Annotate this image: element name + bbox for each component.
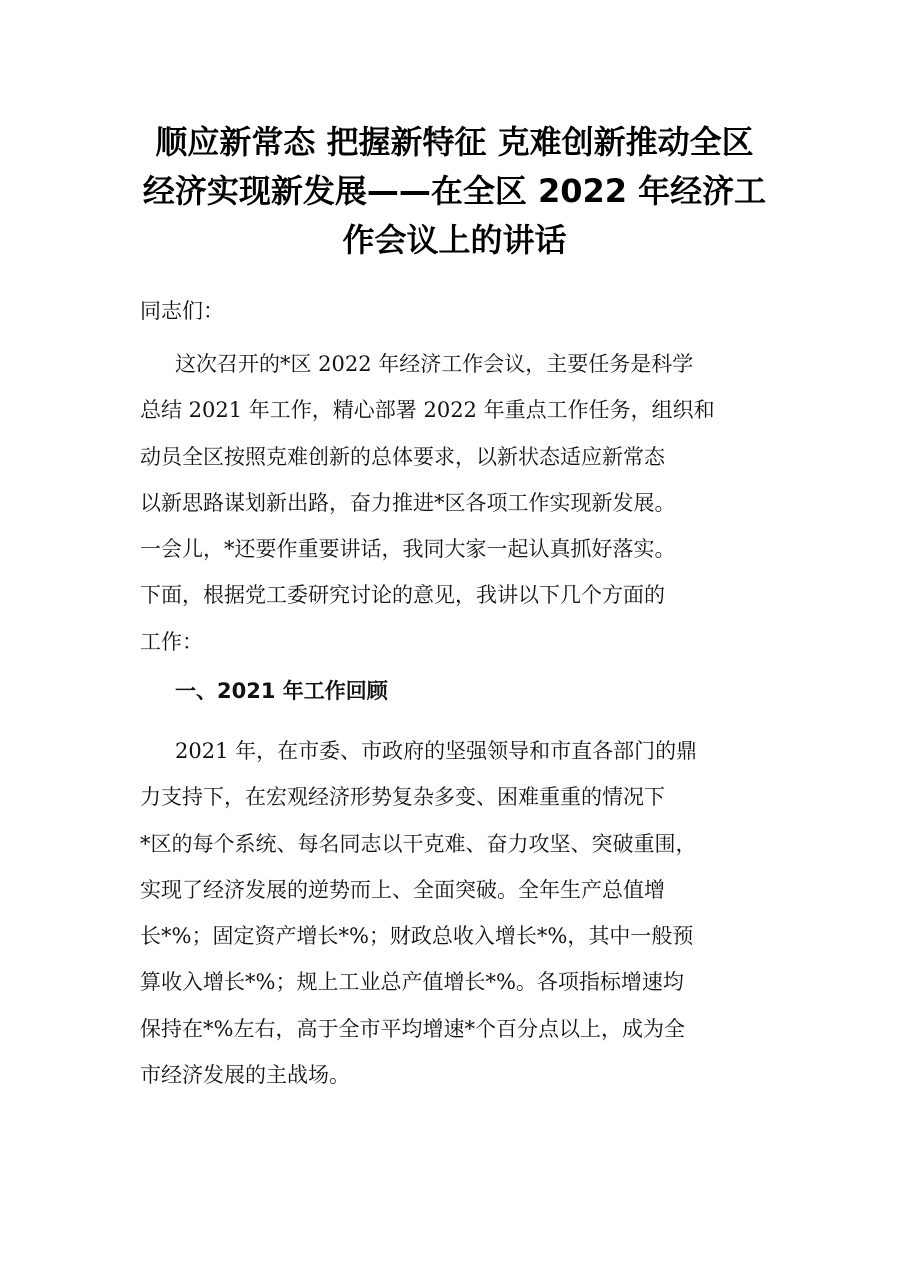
paragraph-line: 力支持下，在宏观经济形势复杂多变、困难重重的情况下 <box>140 785 665 810</box>
paragraph-line: *区的每个系统、每名同志以干克难、奋力攻坚、突破重围， <box>140 831 697 856</box>
paragraph-line: 以新思路谋划新出路，奋力推进*区各项工作实现新发展。 <box>140 490 676 515</box>
paragraph-line: 2021 年，在市委、市政府的坚强领导和市直各部门的鼎 <box>175 739 698 763</box>
title-line: 经济实现新发展——在全区 2022 年经济工 <box>142 172 767 210</box>
paragraph-line: 一会儿，*还要作重要讲话，我同大家一起认真抓好落实。 <box>140 537 676 562</box>
paragraph-intro <box>140 341 780 665</box>
paragraph-line: 下面，根据党工委研究讨论的意见，我讲以下几个方面的 <box>140 583 665 608</box>
paragraph-line: 实现了经济发展的逆势而上、全面突破。全年生产总值增 <box>140 877 665 902</box>
salutation: 同志们： <box>140 299 224 323</box>
title-line: 作会议上的讲话 <box>342 221 567 259</box>
paragraph-line: 这次召开的*区 2022 年经济工作会议，主要任务是科学 <box>175 352 694 376</box>
paragraph-line: 总结 2021 年工作，精心部署 2022 年重点工作任务，组织和 <box>140 398 715 423</box>
paragraph-review <box>140 728 780 1098</box>
title-line: 顺应新常态 把握新特征 克难创新推动全区 <box>155 123 754 161</box>
paragraph-line: 算收入增长*%；规上工业总产值增长*%。各项指标增速均 <box>140 970 684 995</box>
paragraph-line: 市经济发展的主战场。 <box>140 1063 350 1088</box>
paragraph-line: 长*%；固定资产增长*%；财政总收入增长*%，其中一般预 <box>140 924 694 949</box>
section-heading: 一、2021 年工作回顾 <box>175 679 388 703</box>
document-title <box>120 118 789 265</box>
paragraph-line: 保持在*%左右，高于全市平均增速*个百分点以上，成为全 <box>140 1016 685 1041</box>
paragraph-line: 工作： <box>140 629 203 654</box>
paragraph-line: 动员全区按照克难创新的总体要求，以新状态适应新常态 <box>140 444 665 469</box>
